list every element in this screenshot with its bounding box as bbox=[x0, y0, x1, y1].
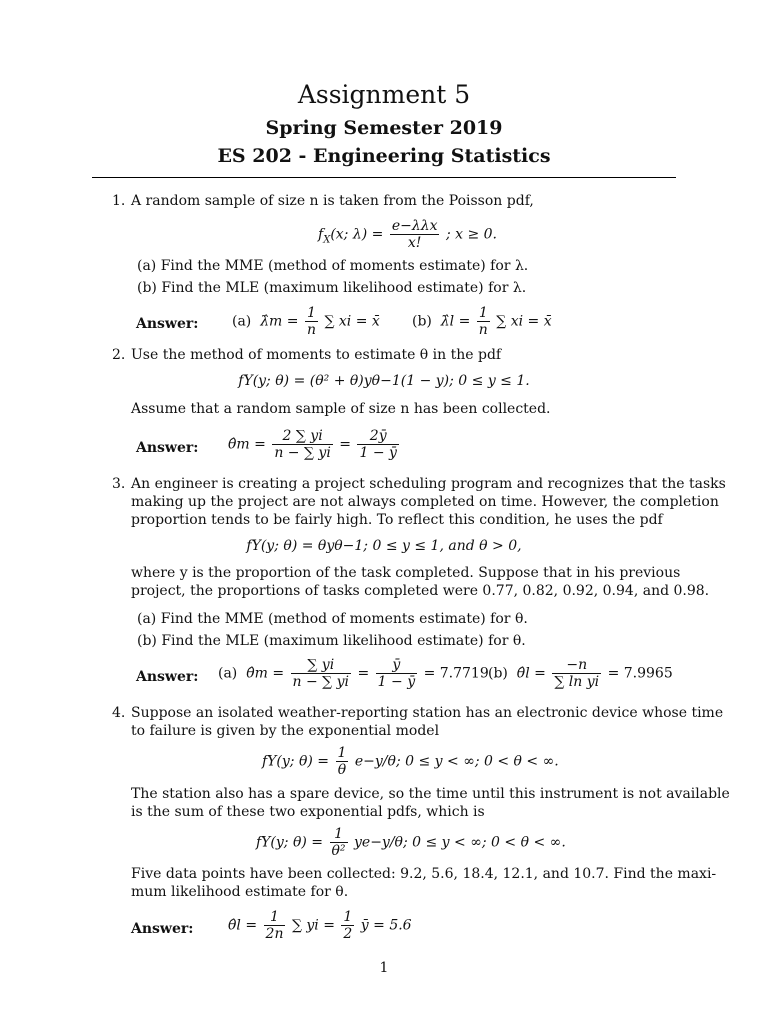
q1-text: A random sample of size n is taken from the Poisson pdf, bbox=[131, 193, 534, 209]
q4-pdf-1: fY(y; θ) = $\frac{1}{\theta}$ e−y/θ; 0 ≤ y < ∞; 0 < θ < ∞. bbox=[262, 745, 559, 778]
page-number: 1 bbox=[379, 960, 389, 976]
q3-answer-a: (a) θ̂m = $\frac{\sum yi}{n - \sum yi}$ = $\frac{ȳ}{1 - ȳ}$ = 7.7719 bbox=[218, 657, 489, 690]
q4-line-5: Five data points have been collected: 9.2, 5.6, 18.4, 12.1, and 10.7. Find the maxi- bbox=[131, 866, 717, 882]
q1-answer-b: (b) λ̂l = $\frac{1}{n}$ ∑ xi = x̄ bbox=[412, 305, 552, 338]
q2-text: Use the method of moments to estimate θ in the pdf bbox=[131, 347, 502, 363]
q3-part-b: (b) Find the MLE (maximum likelihood estimate) for θ. bbox=[137, 633, 526, 649]
course-heading: ES 202 - Engineering Statistics bbox=[217, 145, 551, 167]
q4-pdf-2: fY(y; θ) = $\frac{1}{\text{θ²}}$ ye−y/θ; 0 ≤ y < ∞; 0 < θ < ∞. bbox=[256, 826, 566, 859]
q4-line-1: Suppose an isolated weather-reporting station has an electronic device whose time bbox=[131, 705, 724, 721]
q3-pdf: fY(y; θ) = θyθ−1; 0 ≤ y ≤ 1, and θ > 0, bbox=[246, 538, 522, 554]
q1-part-b: (b) Find the MLE (maximum likelihood estimate) for λ. bbox=[137, 280, 527, 296]
header-divider bbox=[92, 177, 676, 178]
q2-answer: θ̂m = $\frac{2 \sum yi}{n - \sum yi}$ = $\frac{2ȳ}{1 - ȳ}$ bbox=[228, 428, 397, 461]
q4-line-2: to failure is given by the exponential model bbox=[131, 723, 440, 739]
q3-part-a: (a) Find the MME (method of moments estimate) for θ. bbox=[137, 611, 528, 627]
q4-answer-label: Answer: bbox=[131, 921, 194, 937]
q4-line-6: mum likelihood estimate for θ. bbox=[131, 884, 349, 900]
q1-answer-a: (a) λ̂m = $\frac{1}{n}$ ∑ xi = x̄ bbox=[232, 305, 380, 338]
q3-line-5: project, the proportions of tasks completed were 0.77, 0.82, 0.92, 0.94, and 0.98. bbox=[131, 583, 710, 599]
q1-number: 1. bbox=[112, 193, 126, 209]
q1-pdf: $f_X(x$; λ) = $\frac{\text{e−λλx}}{x!}$ ; x ≥ 0. bbox=[318, 218, 497, 251]
q2-answer-label: Answer: bbox=[136, 440, 199, 456]
q2-pdf: fY(y; θ) = (θ² + θ)yθ−1(1 − y); 0 ≤ y ≤ 1. bbox=[238, 373, 530, 389]
q3-number: 3. bbox=[112, 476, 126, 492]
q3-line-1: An engineer is creating a project scheduling program and recognizes that the tasks bbox=[131, 476, 726, 492]
semester-heading: Spring Semester 2019 bbox=[265, 117, 503, 139]
q1-answer-label: Answer: bbox=[136, 316, 199, 332]
q3-answer-b: (b) θ̂l = $\frac{-n}{\text{∑ ln yi}}$ = 7.9965 bbox=[488, 657, 673, 690]
q1-part-a: (a) Find the MME (method of moments estimate) for λ. bbox=[137, 258, 529, 274]
q4-line-4: is the sum of these two exponential pdfs, which is bbox=[131, 804, 485, 820]
q4-answer: θ̂l = $\frac{1}{2n}$ ∑ yi = $\frac{1}{2}$ ȳ = 5.6 bbox=[228, 909, 412, 942]
q3-answer-label: Answer: bbox=[136, 669, 199, 685]
q3-line-2: making up the project are not always completed on time. However, the completion bbox=[131, 494, 719, 510]
q2-number: 2. bbox=[112, 347, 126, 363]
q3-line-3: proportion tends to be fairly high. To reflect this condition, he uses the pdf bbox=[131, 512, 663, 528]
q3-line-4: where y is the proportion of the task completed. Suppose that in his previous bbox=[131, 565, 681, 581]
q4-line-3: The station also has a spare device, so the time until this instrument is not available bbox=[131, 786, 730, 802]
q4-number: 4. bbox=[112, 705, 126, 721]
assignment-title: Assignment 5 bbox=[297, 80, 471, 109]
q2-assumption: Assume that a random sample of size n has been collected. bbox=[131, 401, 551, 417]
